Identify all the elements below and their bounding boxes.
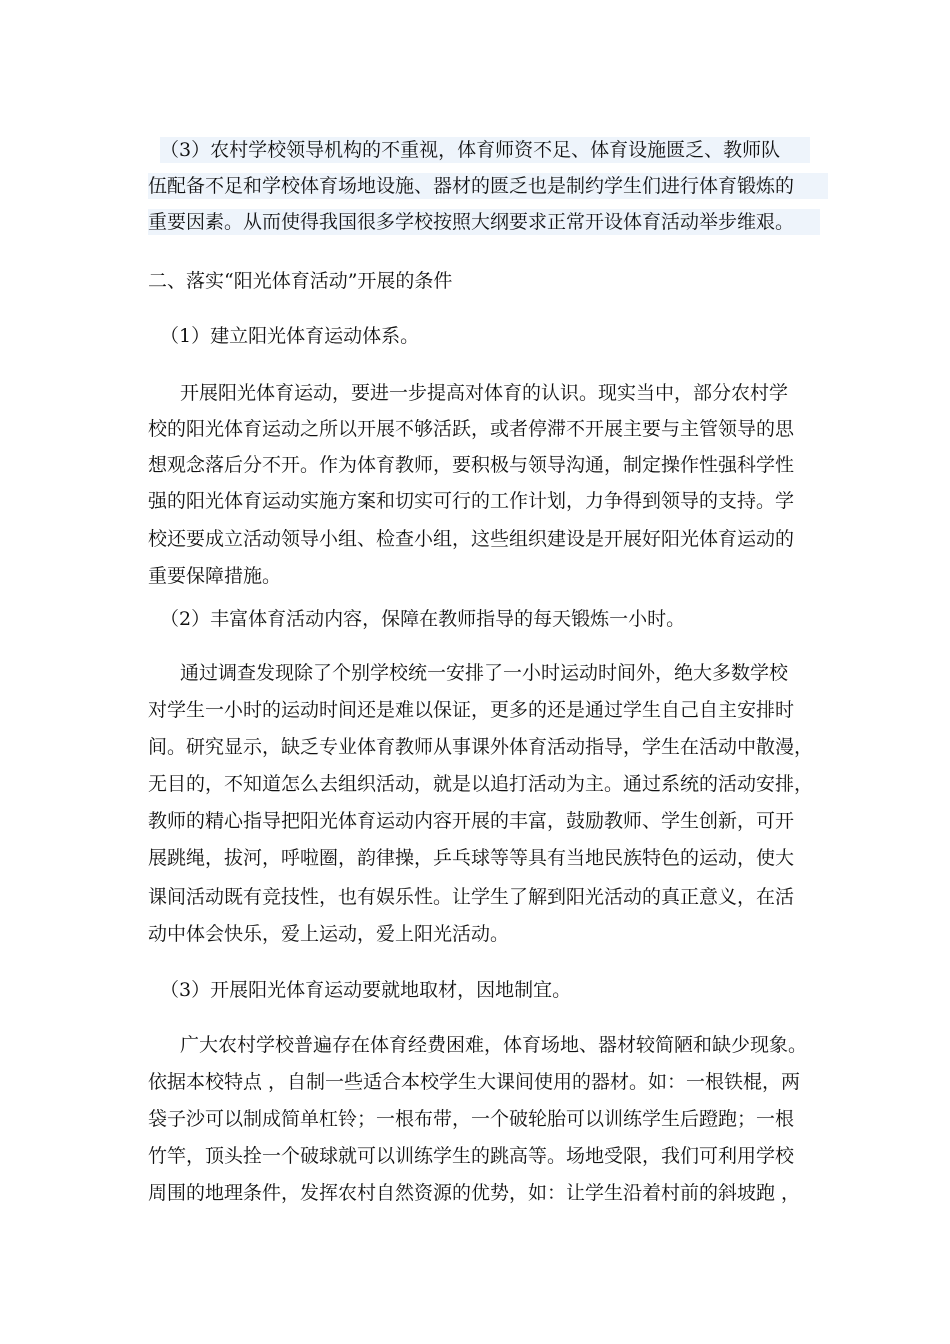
paragraph-line: 教师的精心指导把阳光体育运动内容开展的丰富，鼓励教师、学生创新，可开 [148,810,795,832]
paragraph-line: 重要因素。从而使得我国很多学校按照大纲要求正常开设体育活动举步维艰。 [148,209,820,235]
paragraph-line: 动中体会快乐，爱上运动，爱上阳光活动。 [148,923,510,945]
paragraph-line: 袋子沙可以制成简单杠铃；一根布带，一个破轮胎可以训练学生后蹬跑；一根 [148,1108,795,1130]
paragraph-line: 重要保障措施。 [148,565,282,587]
paragraph-line: 校的阳光体育运动之所以开展不够活跃，或者停滞不开展主要与主管领导的思 [148,418,795,440]
subsection-heading: （2）丰富体育活动内容，保障在教师指导的每天锻炼一小时。 [160,608,686,630]
paragraph-line: 周围的地理条件，发挥农村自然资源的优势，如：让学生沿着村前的斜坡跑 ， [148,1182,801,1204]
paragraph-line: 广大农村学校普遍存在体育经费困难，体育场地、器材较简陋和缺少现象。 [180,1034,808,1056]
subsection-heading: （1）建立阳光体育运动体系。 [160,325,420,347]
paragraph-line: （3）农村学校领导机构的不重视，体育师资不足、体育设施匮乏、教师队 [160,137,810,163]
paragraph-line: 课间活动既有竞技性，也有娱乐性。让学生了解到阳光活动的真正意义，在活 [148,886,795,908]
paragraph-line: 通过调查发现除了个别学校统一安排了一小时运动时间外，绝大多数学校 [180,662,789,684]
subsection-heading: （3）开展阳光体育运动要就地取材，因地制宜。 [160,979,572,1001]
paragraph-line: 展跳绳，拔河，呼啦圈，韵律操，乒乓球等等具有当地民族特色的运动，使大 [148,847,795,869]
paragraph-line: 间。研究显示，缺乏专业体育教师从事课外体育活动指导，学生在活动中散漫， [148,736,814,758]
paragraph-line: 强的阳光体育运动实施方案和切实可行的工作计划，力争得到领导的支持。学 [148,490,795,512]
paragraph-line: 校还要成立活动领导小组、检查小组，这些组织建设是开展好阳光体育运动的 [148,528,795,550]
paragraph-line: 竹竿，顶头拴一个破球就可以训练学生的跳高等。场地受限，我们可利用学校 [148,1145,795,1167]
paragraph-line: 伍配备不足和学校体育场地设施、器材的匮乏也是制约学生们进行体育锻炼的 [148,173,828,199]
paragraph-line: 对学生一小时的运动时间还是难以保证，更多的还是通过学生自己自主安排时 [148,699,795,721]
paragraph-line: 想观念落后分不开。作为体育教师，要积极与领导沟通，制定操作性强科学性 [148,454,795,476]
paragraph-line: 无目的，不知道怎么去组织活动，就是以追打活动为主。通过系统的活动安排， [148,773,814,795]
section-heading: 二、落实“阳光体育活动”开展的条件 [148,270,453,292]
paragraph-line: 依据本校特点 ，自制一些适合本校学生大课间使用的器材。如：一根铁棍，两 [148,1071,801,1093]
paragraph-line: 开展阳光体育运动，要进一步提高对体育的认识。现实当中，部分农村学 [180,382,789,404]
